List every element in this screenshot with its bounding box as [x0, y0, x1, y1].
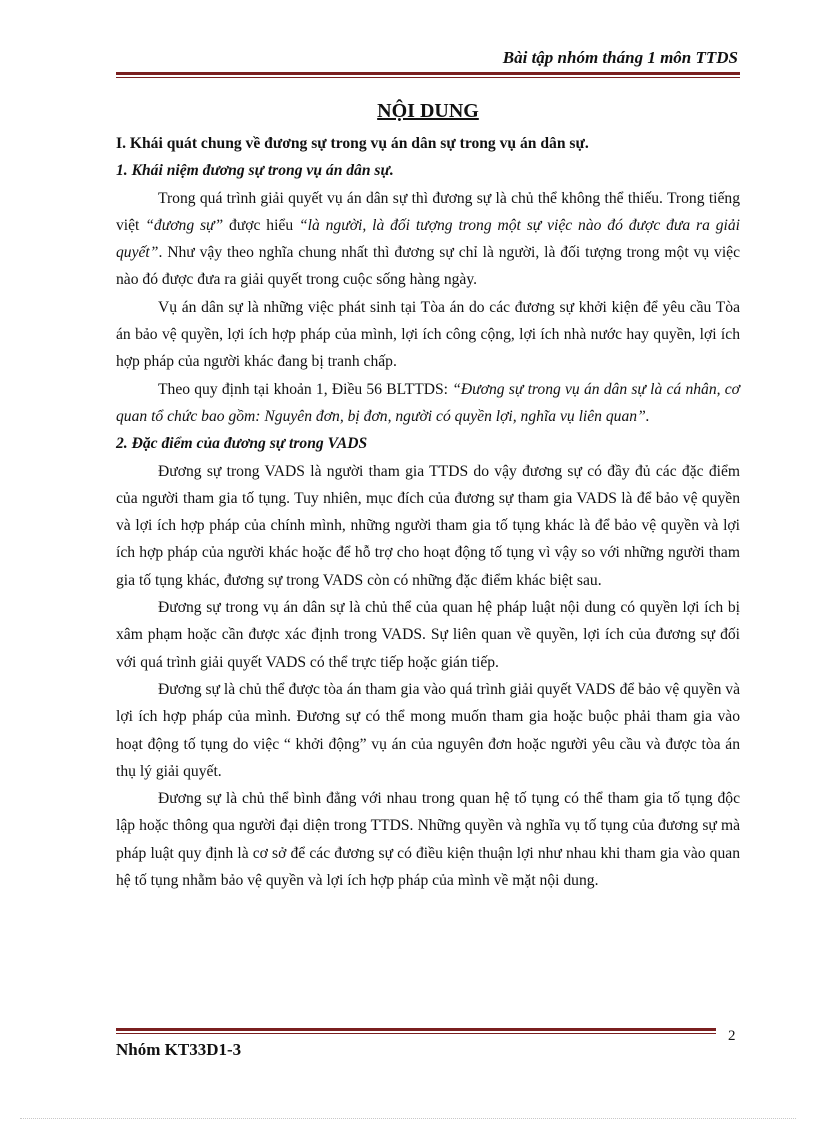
subsection-heading-1: 1. Khái niệm đương sự trong vụ án dân sự. [116, 162, 394, 180]
paragraph-1: Trong quá trình giải quyết vụ án dân sự thì đương sự là chủ thể không thể thiếu. Trong tiếng việt “đương sự” được hiểu “là người, là đối tượng trong một sự việc nào đó được đưa ra giải quyết”. Như vậy theo nghĩa chung nhất thì đương sự chỉ là người, là đối tượng trong một vụ việc nào đó được đưa ra giải quyết trong cuộc sống hàng ngày. [116, 189, 740, 289]
paragraph-2: Vụ án dân sự là những việc phát sinh tại Tòa án do các đương sự khởi kiện để yêu cầu Tòa án bảo vệ quyền, lợi ích hợp pháp của mình, lợi ích công cộng, lợi ích nhà nước hay quyền, lợi ích hợp pháp của người khác đang bị tranh chấp. [116, 298, 740, 371]
document-body [116, 96, 740, 894]
header-rule-thin [116, 77, 740, 78]
paragraph-3: Theo quy định tại khoản 1, Điều 56 BLTTDS: “Đương sự trong vụ án dân sự là cá nhân, cơ quan tổ chức bao gồm: Nguyên đơn, bị đơn, người có quyền lợi, nghĩa vụ liên quan”. [116, 380, 740, 425]
paragraph-5: Đương sự trong vụ án dân sự là chủ thể của quan hệ pháp luật nội dung có quyền lợi ích bị xâm phạm hoặc cần được xác định trong VADS. Sự liên quan về quyền, lợi ích của đương sự đối với quá trình giải quyết VADS có thể trực tiếp hoặc gián tiếp. [116, 599, 740, 671]
footer-rule-thin [116, 1033, 716, 1034]
section-heading-1: I. Khái quát chung về đương sự trong vụ án dân sự trong vụ án dân sự. [116, 135, 589, 152]
subsection-heading-2: 2. Đặc điểm của đương sự trong VADS [116, 435, 368, 453]
paragraph-6: Đương sự là chủ thể được tòa án tham gia vào quá trình giải quyết VADS để bảo vệ quyền và lợi ích hợp pháp của mình. Đương sự có thể mong muốn tham gia hoặc buộc phải tham gia vào hoạt động tố tụng do việc “ khởi động” vụ án của nguyên đơn hoặc người yêu cầu và được tòa án thụ lý giải quyết. [116, 680, 740, 780]
page-bottom-border [20, 1118, 796, 1119]
footer-group-name: Nhóm KT33D1-3 [116, 1040, 242, 1059]
page-number: 2 [728, 1028, 736, 1044]
page-title: NỘI DUNG [377, 100, 479, 122]
footer-rule [116, 1028, 716, 1031]
header-rule [116, 72, 740, 75]
header-title: Bài tập nhóm tháng 1 môn TTDS [502, 48, 738, 67]
paragraph-7: Đương sự là chủ thể bình đẳng với nhau trong quan hệ tố tụng có thể tham gia tố tụng độc lập hoặc thông qua người đại diện trong TTDS. Những quyền và nghĩa vụ tố tụng của đương sự mà pháp luật quy định là cơ sở để các đương sự có điều kiện thuận lợi như nhau khi tham gia vào quan hệ tố tụng nhằm bảo vệ quyền và lợi ích hợp pháp của mình về mặt nội dung. [116, 790, 740, 890]
paragraph-4: Đương sự trong VADS là người tham gia TTDS do vậy đương sự có đầy đủ các đặc điểm của người tham gia tố tụng. Tuy nhiên, mục đích của đương sự tham gia VADS là để bảo vệ quyền và lợi ích hợp pháp của chính mình, những người tham gia tố tụng khác là để bảo vệ quyền và lợi ích hợp pháp của người khác hoặc để hỗ trợ cho hoạt động tố tụng vì vậy so với những người tham gia tố tụng khác, đương sự trong VADS còn có những đặc điểm khác biệt sau. [116, 462, 740, 589]
